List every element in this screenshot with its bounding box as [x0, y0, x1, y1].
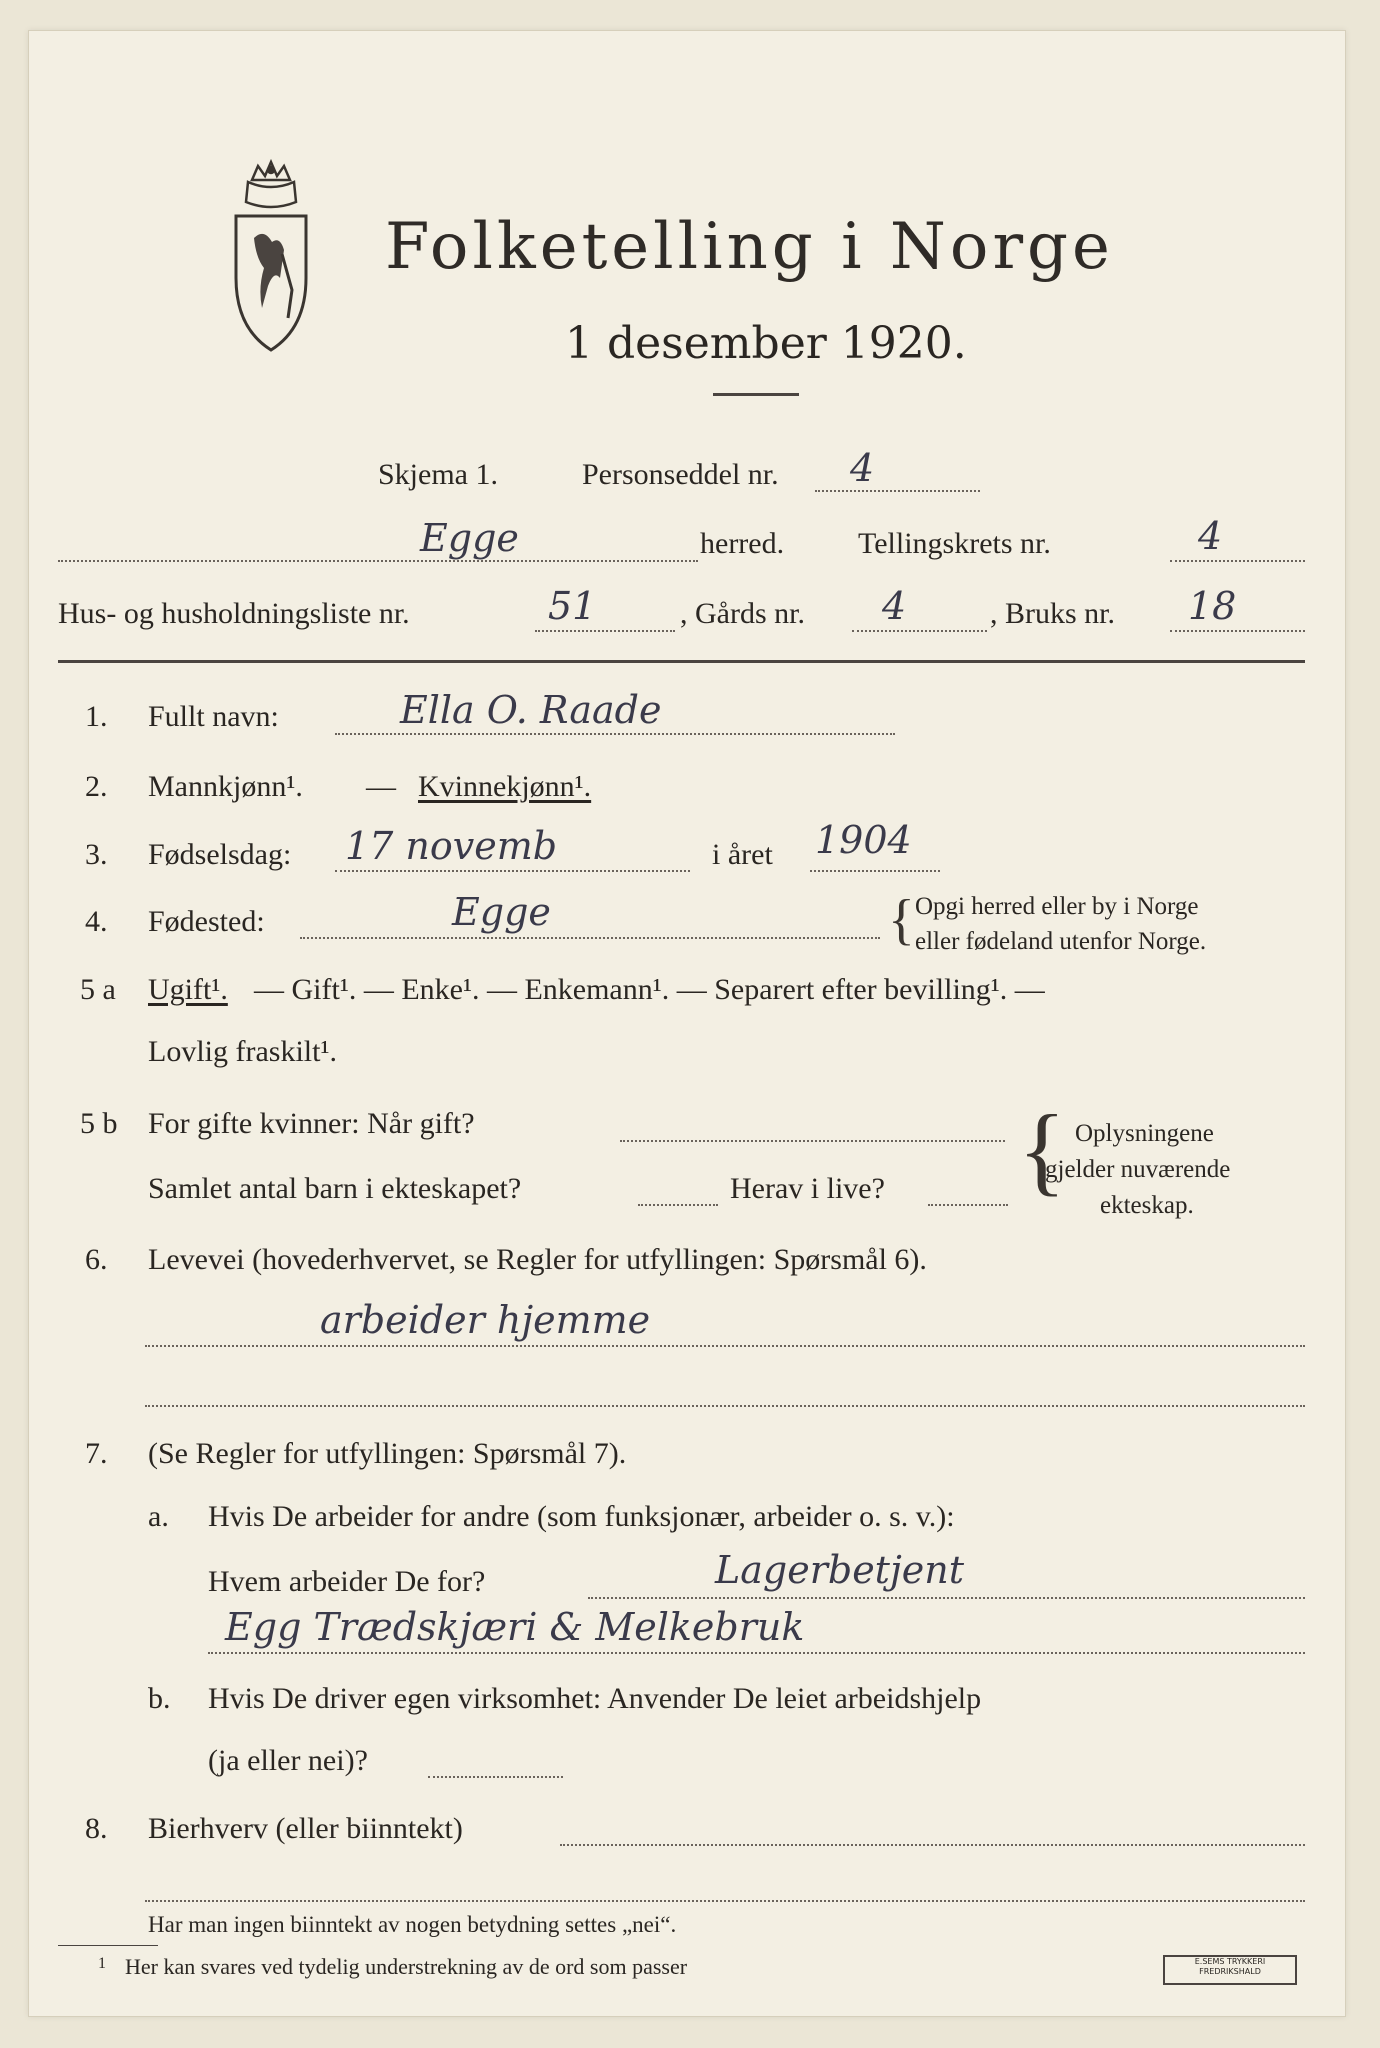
q5a-number: 5 a	[80, 973, 116, 1006]
footnote-rule	[58, 1945, 158, 1946]
q4-brace: {	[888, 889, 915, 951]
q7-number: 7.	[85, 1437, 108, 1470]
q7b-question: (ja eller nei)?	[208, 1744, 368, 1777]
coat-of-arms-icon	[222, 158, 320, 358]
q7b-number: b.	[148, 1682, 171, 1715]
q1-label: Fullt navn:	[148, 700, 279, 733]
q6-value: arbeider hjemme	[320, 1298, 651, 1342]
q7a-value-1: Lagerbetjent	[715, 1548, 964, 1592]
footnote-mark: 1	[98, 1955, 106, 1972]
q1-line	[335, 733, 895, 735]
q5b-note-1: Oplysningene	[1075, 1120, 1214, 1147]
q4-note-2: eller fødeland utenfor Norge.	[915, 928, 1207, 955]
skjema-label: Skjema 1.	[378, 458, 498, 491]
q5b-label-1: For gifte kvinner: Når gift?	[148, 1107, 475, 1140]
q3-year-value: 1904	[815, 818, 912, 862]
q5a-options: — Gift¹. — Enke¹. — Enkemann¹. — Separert efter bevilling¹. —	[254, 973, 1045, 1006]
q7a-question: Hvem arbeider De for?	[208, 1565, 486, 1598]
q2-mann: Mannkjønn¹.	[148, 770, 303, 803]
q6-line-2	[145, 1405, 1305, 1407]
q5b-label-3: Herav i live?	[730, 1172, 885, 1205]
q3-year-line	[810, 870, 940, 872]
form-title: Folketelling i Norge	[385, 210, 1114, 284]
q5a-ugift: Ugift¹.	[148, 973, 228, 1006]
q7a-line-2	[208, 1652, 1305, 1654]
q2-number: 2.	[85, 770, 108, 803]
q5a-line-2: Lovlig fraskilt¹.	[148, 1035, 337, 1068]
q4-line	[300, 937, 880, 939]
q5b-line-2	[638, 1204, 718, 1206]
q8-label: Bierhverv (eller biinntekt)	[148, 1812, 463, 1845]
q7a-line-1	[588, 1597, 1305, 1599]
bruks-line	[1170, 630, 1305, 632]
q5b-brace: {	[1018, 1094, 1066, 1205]
footnote-text: Her kan svares ved tydelig understrekning av de ord som passer	[125, 1954, 688, 1979]
bruks-value: 18	[1188, 584, 1237, 628]
personseddel-line	[815, 490, 980, 492]
bruks-label: , Bruks nr.	[990, 597, 1116, 630]
q5b-line-3	[928, 1204, 1008, 1206]
q7b-line	[428, 1776, 563, 1778]
header-divider	[58, 660, 1305, 663]
q2-kvinne: Kvinnekjønn¹.	[418, 770, 592, 803]
q3-year-label: i året	[712, 838, 773, 871]
personseddel-label: Personseddel nr.	[582, 458, 779, 491]
q4-number: 4.	[85, 905, 108, 938]
q3-number: 3.	[85, 838, 108, 871]
q4-note-1: Opgi herred eller by i Norge	[915, 893, 1199, 920]
q5b-note-2: gjelder nuværende	[1045, 1156, 1231, 1183]
q7-label: (Se Regler for utfyllingen: Spørsmål 7).	[148, 1437, 627, 1470]
tellingskrets-value: 4	[1198, 514, 1223, 558]
herred-value: Egge	[420, 516, 519, 560]
q5b-number: 5 b	[80, 1107, 118, 1140]
tellingskrets-line	[1170, 560, 1305, 562]
q4-value: Egge	[452, 890, 551, 934]
q5b-label-2: Samlet antal barn i ekteskapet?	[148, 1172, 522, 1205]
q3-label: Fødselsdag:	[148, 838, 292, 871]
personseddel-value: 4	[850, 446, 875, 490]
q7a-number: a.	[148, 1500, 169, 1533]
q4-label: Fødested:	[148, 905, 265, 938]
q1-number: 1.	[85, 700, 108, 733]
q8-line-1	[560, 1844, 1305, 1846]
title-divider	[713, 393, 799, 396]
gards-label: , Gårds nr.	[680, 597, 805, 630]
q3-line	[335, 870, 690, 872]
printer-stamp: E.SEMS TRYKKERI FREDRIKSHALD	[1163, 1955, 1297, 1985]
hus-label: Hus- og husholdningsliste nr.	[58, 597, 410, 630]
form-subtitle: 1 desember 1920.	[565, 318, 967, 369]
gards-line	[852, 630, 987, 632]
q6-number: 6.	[85, 1243, 108, 1276]
q5b-line-1	[620, 1140, 1005, 1142]
footer-note: Har man ingen biinntekt av nogen betydning settes „nei“.	[148, 1912, 677, 1937]
q7a-label: Hvis De arbeider for andre (som funksjonær, arbeider o. s. v.):	[208, 1500, 955, 1533]
tellingskrets-label: Tellingskrets nr.	[858, 527, 1051, 560]
q6-label: Levevei (hovederhvervet, se Regler for utfyllingen: Spørsmål 6).	[148, 1243, 927, 1276]
gards-value: 4	[882, 584, 907, 628]
q1-value: Ella O. Raade	[400, 688, 662, 732]
herred-line	[58, 560, 698, 562]
q8-number: 8.	[85, 1812, 108, 1845]
q6-line-1	[145, 1345, 1305, 1347]
herred-label: herred.	[700, 527, 785, 560]
q3-value: 17 novemb	[345, 824, 558, 868]
q2-separator: —	[366, 770, 396, 803]
q7b-label: Hvis De driver egen virksomhet: Anvender De leiet arbeidshjelp	[208, 1682, 982, 1715]
q8-line-2	[145, 1900, 1305, 1902]
hus-line	[535, 630, 675, 632]
hus-value: 51	[548, 584, 597, 628]
q7a-value-2: Egg Trædskjæri & Melkebruk	[225, 1605, 805, 1649]
q5b-note-3: ekteskap.	[1100, 1192, 1194, 1219]
